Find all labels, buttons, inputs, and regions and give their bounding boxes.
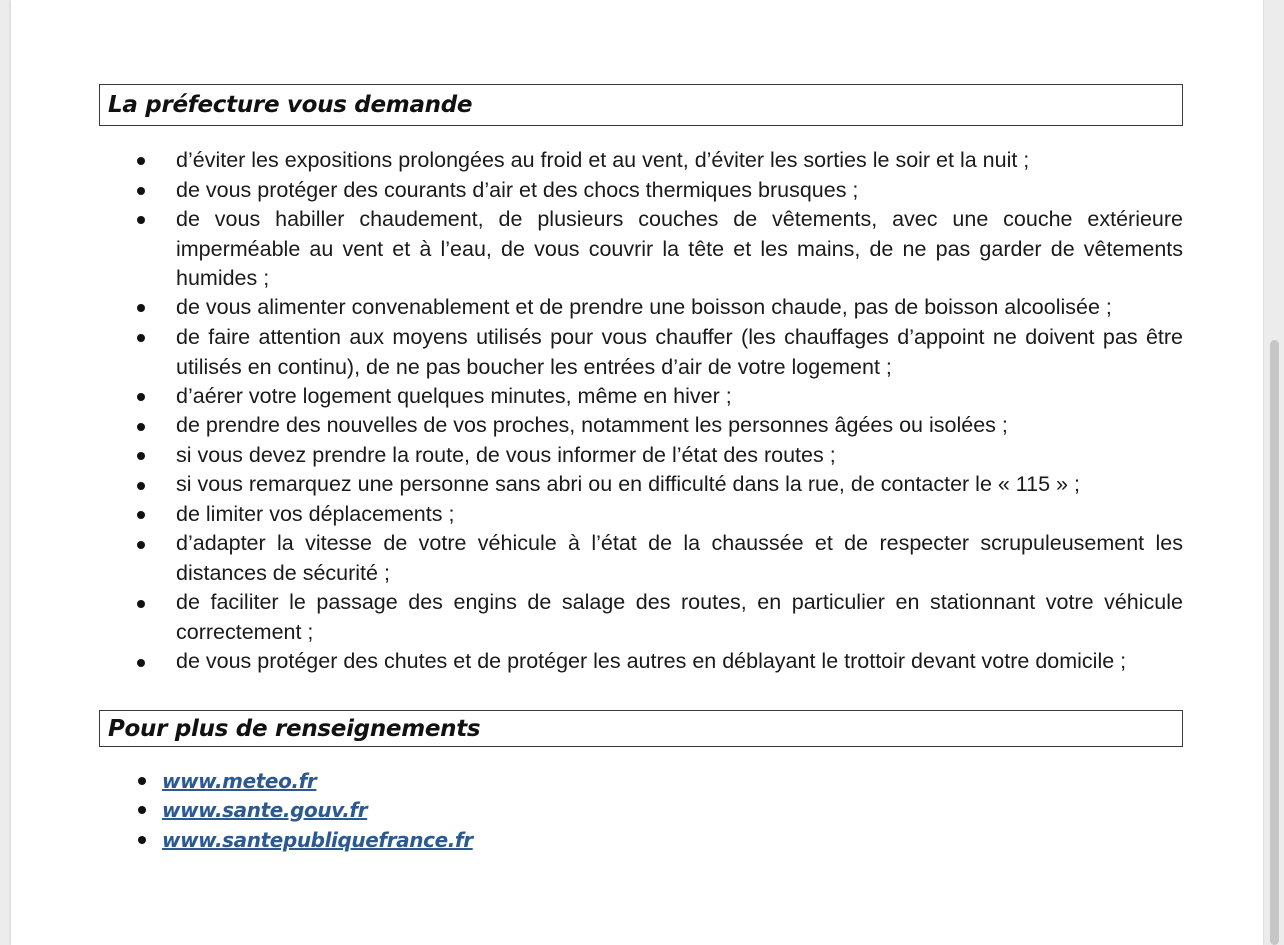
list-item: si vous remarquez une personne sans abri ou en difficulté dans la rue, de contacter le « 115 » ; [176,472,1080,496]
list-item: d’éviter les expositions prolongées au froid et au vent, d’éviter les sorties le soir et la nuit ; [176,148,1030,172]
scrollbar-track[interactable] [1264,0,1284,945]
bullet-marker [138,777,146,785]
bullet-marker [138,836,146,844]
bullet-marker [137,187,145,195]
list-item: de faire attention aux moyens utilisés pour vous chauffer (les chauffages d’appoint ne doivent pas être utilisés en continu), de ne pas boucher les entrées d’air de votre logement ; [176,325,1183,379]
list-item: d’adapter la vitesse de votre véhicule à l’état de la chaussée et de respecter scrupuleusement les distances de sécurité ; [176,531,1183,585]
bullet-marker [137,482,145,490]
section-heading-demands-text: La préfecture vous demande [108,92,473,118]
link-santepubliquefrance[interactable]: www.santepubliquefrance.fr [162,828,473,852]
scrollbar-thumb[interactable] [1270,340,1279,945]
list-item: de vous habiller chaudement, de plusieurs couches de vêtements, avec une couche extérieure imperméable au vent et à l’eau, de vous couvrir la tête et les mains, de ne pas garder de vêtements humides ; [176,207,1183,290]
list-item: de limiter vos déplacements ; [176,502,455,526]
list-item: d’aérer votre logement quelques minutes, même en hiver ; [176,384,732,408]
list-item: de faciliter le passage des engins de salage des routes, en particulier en stationnant votre véhicule correctement ; [176,590,1183,644]
list-item: de vous protéger des courants d’air et des chocs thermiques brusques ; [176,178,859,202]
bullet-marker [137,452,145,460]
list-item: de vous protéger des chutes et de protéger les autres en déblayant le trottoir devant votre domicile ; [176,649,1127,673]
list-item: de vous alimenter convenablement et de prendre une boisson chaude, pas de boisson alcoolisée ; [176,295,1112,319]
section-heading-info-text: Pour plus de renseignements [108,715,481,742]
bullet-marker [137,157,145,165]
bullet-marker [137,216,145,224]
bullet-marker [137,511,145,519]
bullet-marker [137,423,145,431]
list-item: de prendre des nouvelles de vos proches, notamment les personnes âgées ou isolées ; [176,413,1008,437]
section-heading-demands [99,84,1183,126]
bullet-marker [137,659,145,667]
link-meteo[interactable]: www.meteo.fr [162,769,317,793]
bullet-marker [137,304,145,312]
bullet-marker [137,541,145,549]
section-heading-info [99,710,1183,747]
link-sante[interactable]: www.sante.gouv.fr [162,798,368,822]
bullet-marker [137,334,145,342]
bullet-marker [137,393,145,401]
list-item: si vous devez prendre la route, de vous informer de l’état des routes ; [176,443,836,467]
bullet-marker [137,600,145,608]
bullet-marker [138,806,146,814]
